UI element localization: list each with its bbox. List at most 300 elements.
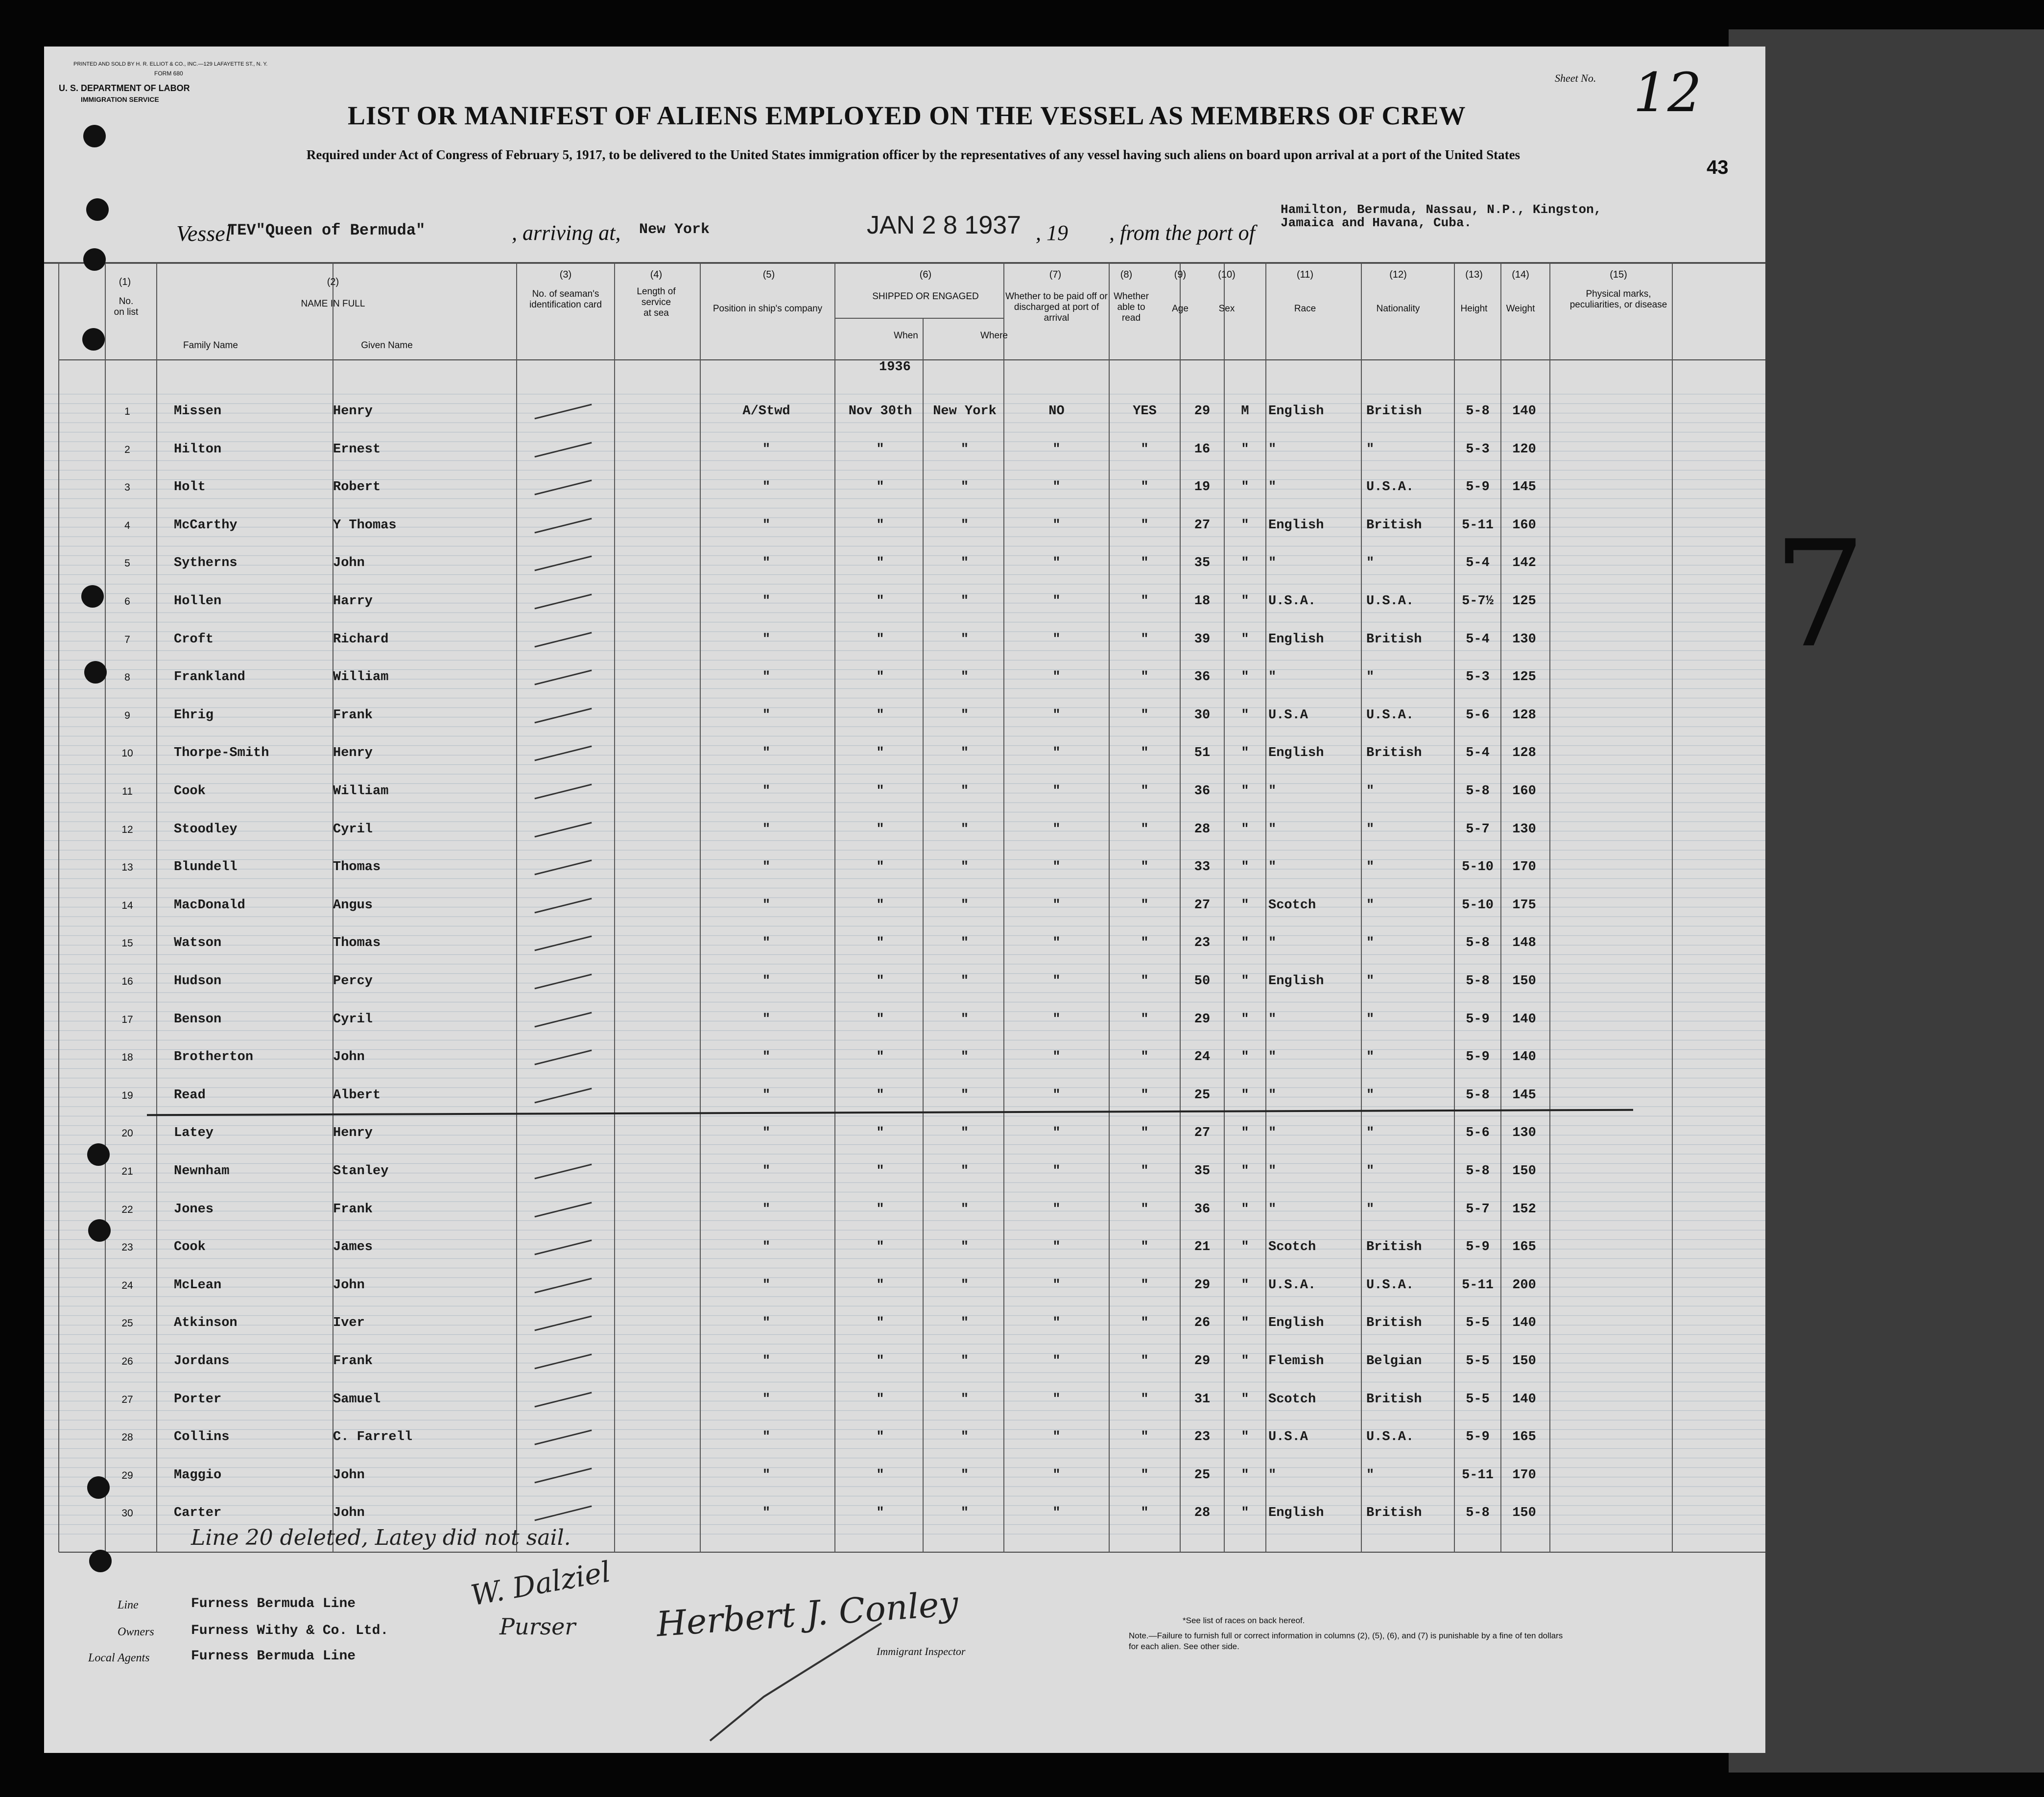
cell-paid-off: " xyxy=(1052,1012,1061,1027)
cell-weight: 200 xyxy=(1512,1277,1536,1293)
cell-given: Angus xyxy=(333,898,373,913)
cell-given: John xyxy=(333,1467,365,1483)
cell-read: " xyxy=(1141,708,1149,723)
line-label: Line xyxy=(118,1599,139,1611)
cell-where: " xyxy=(960,670,969,685)
cell-when: " xyxy=(876,936,884,951)
row-number: 1 xyxy=(124,406,130,417)
row-number: 6 xyxy=(124,596,130,607)
cell-family: Hudson xyxy=(174,974,222,989)
cell-where: " xyxy=(960,1126,969,1141)
cell-height: 5-8 xyxy=(1466,404,1490,419)
cell-sex: " xyxy=(1241,1050,1249,1065)
cell-age: 21 xyxy=(1194,1240,1211,1255)
cell-height: 5-9 xyxy=(1466,1240,1490,1255)
cell-weight: 152 xyxy=(1512,1202,1536,1217)
cell-sex: " xyxy=(1241,708,1249,723)
cell-when: " xyxy=(876,480,884,495)
cell-where: " xyxy=(960,1012,969,1027)
cell-age: 29 xyxy=(1194,404,1211,419)
cell-age: 31 xyxy=(1194,1392,1211,1407)
cell-where: " xyxy=(960,594,969,609)
cell-when: " xyxy=(876,1240,884,1255)
cell-race: U.S.A. xyxy=(1268,594,1316,609)
cell-age: 30 xyxy=(1194,708,1211,723)
cell-paid-off: " xyxy=(1052,480,1061,495)
id-card-tick xyxy=(534,746,592,761)
cell-family: Watson xyxy=(174,936,222,951)
cell-read: " xyxy=(1141,1088,1149,1103)
cell-position: " xyxy=(762,936,771,951)
cell-weight: 140 xyxy=(1512,1392,1536,1407)
col-num-15: (15) xyxy=(1610,269,1627,280)
cell-sex: " xyxy=(1241,632,1249,647)
row-number: 17 xyxy=(121,1014,133,1025)
cell-height: 5-8 xyxy=(1466,936,1490,951)
cell-family: Sytherns xyxy=(174,556,238,571)
cell-paid-off: " xyxy=(1052,784,1061,799)
row-number: 25 xyxy=(121,1318,133,1329)
col-num-7: (7) xyxy=(1049,269,1062,280)
cell-position: " xyxy=(762,1277,771,1293)
cell-paid-off: " xyxy=(1052,632,1061,647)
cell-when: " xyxy=(876,632,884,647)
punch-hole xyxy=(82,328,105,351)
crew-row xyxy=(44,438,1765,476)
cell-race: " xyxy=(1268,1012,1277,1027)
cell-where: " xyxy=(960,442,969,457)
cell-age: 35 xyxy=(1194,556,1211,571)
col-num-8: (8) xyxy=(1120,269,1133,280)
cell-family: Ehrig xyxy=(174,708,214,723)
cell-when: " xyxy=(876,1506,884,1521)
cell-weight: 170 xyxy=(1512,860,1536,875)
cell-height: 5-3 xyxy=(1466,670,1490,685)
cell-given: William xyxy=(333,670,389,685)
cell-given: Thomas xyxy=(333,936,381,951)
id-card-tick xyxy=(534,1316,592,1331)
col-header-paid-off: Whether to be paid off or discharged at port of arrival xyxy=(1005,291,1108,323)
row-number: 5 xyxy=(124,558,130,569)
cell-family: Croft xyxy=(174,632,214,647)
cell-when: " xyxy=(876,1354,884,1369)
cell-when: " xyxy=(876,518,884,533)
cell-when: " xyxy=(876,556,884,571)
row-number: 12 xyxy=(121,824,133,835)
cell-nationality: British xyxy=(1366,1316,1422,1331)
cell-age: 23 xyxy=(1194,936,1211,951)
crew-row xyxy=(44,1236,1765,1274)
col-num-2: (2) xyxy=(327,277,339,287)
cell-family: Stoodley xyxy=(174,822,238,837)
cell-given: John xyxy=(333,1506,365,1521)
col-header-length-service: Length of service at sea xyxy=(637,286,676,318)
cell-height: 5-7½ xyxy=(1462,594,1494,609)
col-header-age: Age xyxy=(1172,304,1188,314)
cell-nationality: British xyxy=(1366,404,1422,419)
cell-weight: 150 xyxy=(1512,974,1536,989)
row-number: 11 xyxy=(122,786,133,797)
cell-nationality: " xyxy=(1366,860,1375,875)
cell-nationality: British xyxy=(1366,1506,1422,1521)
cell-height: 5-4 xyxy=(1466,746,1490,761)
cell-given: Frank xyxy=(333,708,373,723)
cell-nationality: " xyxy=(1366,442,1375,457)
cell-nationality: " xyxy=(1366,974,1375,989)
id-card-tick xyxy=(534,1050,592,1065)
cell-position: " xyxy=(762,518,771,533)
cell-given: John xyxy=(333,556,365,571)
cell-given: Henry xyxy=(333,404,373,419)
line-value: Furness Bermuda Line xyxy=(191,1596,356,1611)
cell-race: English xyxy=(1268,974,1324,989)
cell-family: Maggio xyxy=(174,1467,222,1483)
cell-height: 5-10 xyxy=(1462,898,1494,913)
cell-age: 36 xyxy=(1194,670,1211,685)
year-label: , 19 xyxy=(1036,221,1068,245)
cell-height: 5-7 xyxy=(1466,1202,1490,1217)
crew-row xyxy=(44,1312,1765,1350)
cell-race: " xyxy=(1268,670,1277,685)
cell-sex: " xyxy=(1241,442,1249,457)
cell-given: Iver xyxy=(333,1316,365,1331)
crew-row xyxy=(44,514,1765,552)
col-header-height: Height xyxy=(1460,304,1488,314)
cell-where: " xyxy=(960,974,969,989)
cell-when: " xyxy=(876,670,884,685)
cell-race: English xyxy=(1268,518,1324,533)
cell-age: 36 xyxy=(1194,784,1211,799)
col-num-10: (10) xyxy=(1218,269,1236,280)
cell-sex: " xyxy=(1241,1240,1249,1255)
row-number: 23 xyxy=(121,1242,133,1253)
cell-where: " xyxy=(960,518,969,533)
cell-nationality: U.S.A. xyxy=(1366,708,1414,723)
deletion-note: Line 20 deleted, Latey did not sail. xyxy=(191,1525,571,1550)
cell-position: " xyxy=(762,974,771,989)
crew-row xyxy=(44,1008,1765,1046)
cell-position: " xyxy=(762,670,771,685)
cell-paid-off: " xyxy=(1052,746,1061,761)
cell-when: Nov 30th xyxy=(848,404,912,419)
cell-paid-off: " xyxy=(1052,442,1061,457)
cell-position: " xyxy=(762,442,771,457)
vessel-label: Vessel xyxy=(176,221,232,246)
cell-read: " xyxy=(1141,936,1149,951)
cell-position: " xyxy=(762,1050,771,1065)
col-num-11: (11) xyxy=(1296,269,1314,280)
cell-position: " xyxy=(762,898,771,913)
cell-paid-off: " xyxy=(1052,1354,1061,1369)
cell-given: Henry xyxy=(333,746,373,761)
cell-race: English xyxy=(1268,1506,1324,1521)
cell-nationality: " xyxy=(1366,936,1375,951)
cell-where: " xyxy=(960,1240,969,1255)
cell-when: " xyxy=(876,974,884,989)
cell-read: " xyxy=(1141,1240,1149,1255)
cell-sex: " xyxy=(1241,784,1249,799)
cell-given: James xyxy=(333,1240,373,1255)
row-number: 14 xyxy=(121,899,133,911)
cell-given: C. Farrell xyxy=(333,1430,413,1445)
cell-given: Thomas xyxy=(333,860,381,875)
col-header-given-name: Given Name xyxy=(361,340,413,351)
row-number: 18 xyxy=(121,1052,133,1064)
inspector-label: Immigrant Inspector xyxy=(877,1645,966,1657)
row-number: 3 xyxy=(124,482,130,494)
form-number: FORM 680 xyxy=(154,70,183,77)
cell-paid-off: " xyxy=(1052,1164,1061,1179)
cell-read: " xyxy=(1141,898,1149,913)
cell-weight: 170 xyxy=(1512,1467,1536,1483)
cell-family: Newnham xyxy=(174,1164,230,1179)
cell-family: Hilton xyxy=(174,442,222,457)
cell-paid-off: " xyxy=(1052,1050,1061,1065)
col-header-when: When xyxy=(894,331,918,341)
col-header-family-name: Family Name xyxy=(183,340,238,351)
cell-where: " xyxy=(960,860,969,875)
cell-position: " xyxy=(762,480,771,495)
cell-weight: 148 xyxy=(1512,936,1536,951)
cell-height: 5-8 xyxy=(1466,1088,1490,1103)
cell-weight: 165 xyxy=(1512,1430,1536,1445)
cell-age: 28 xyxy=(1194,822,1211,837)
cell-position: " xyxy=(762,784,771,799)
id-card-tick xyxy=(534,404,592,420)
cell-weight: 140 xyxy=(1512,1050,1536,1065)
cell-family: McCarthy xyxy=(174,518,238,533)
col-num-4: (4) xyxy=(650,269,663,280)
cell-race: English xyxy=(1268,1316,1324,1331)
cell-read: " xyxy=(1141,974,1149,989)
cell-paid-off: " xyxy=(1052,708,1061,723)
cell-read: " xyxy=(1141,1164,1149,1179)
cell-weight: 150 xyxy=(1512,1354,1536,1369)
cell-read: " xyxy=(1141,1316,1149,1331)
penalty-note: Note.—Failure to furnish full or correct information in columns (2), (5), (6), and (7) is punishable by a fine of ten dollars for each alien. See other side. xyxy=(1129,1631,1563,1651)
cell-race: English xyxy=(1268,746,1324,761)
owners-value: Furness Withy & Co. Ltd. xyxy=(191,1623,389,1638)
cell-race: Flemish xyxy=(1268,1354,1324,1369)
cell-when: " xyxy=(876,746,884,761)
cell-read: " xyxy=(1141,784,1149,799)
cell-where: New York xyxy=(933,404,997,419)
from-port-label: , from the port of xyxy=(1109,221,1255,245)
cell-race: " xyxy=(1268,556,1277,571)
col-num-14: (14) xyxy=(1512,269,1529,280)
cell-position: " xyxy=(762,822,771,837)
cell-family: McLean xyxy=(174,1277,222,1293)
cell-when: " xyxy=(876,442,884,457)
cell-weight: 128 xyxy=(1512,746,1536,761)
cell-position: " xyxy=(762,556,771,571)
cell-position: " xyxy=(762,746,771,761)
cell-height: 5-11 xyxy=(1462,1277,1494,1293)
cell-family: Cook xyxy=(174,1240,206,1255)
id-card-tick xyxy=(534,1088,592,1103)
cell-read: " xyxy=(1141,632,1149,647)
cell-family: Read xyxy=(174,1088,206,1103)
crew-row xyxy=(44,1198,1765,1236)
cell-read: " xyxy=(1141,746,1149,761)
crew-row xyxy=(44,1160,1765,1198)
cell-position: " xyxy=(762,1316,771,1331)
cell-weight: 145 xyxy=(1512,480,1536,495)
cell-when: " xyxy=(876,708,884,723)
cell-given: Stanley xyxy=(333,1164,389,1179)
cell-sex: " xyxy=(1241,1164,1249,1179)
cell-race: U.S.A. xyxy=(1268,1277,1316,1293)
cell-nationality: U.S.A. xyxy=(1366,1430,1414,1445)
cell-when: " xyxy=(876,1126,884,1141)
cell-where: " xyxy=(960,1316,969,1331)
cell-given: Frank xyxy=(333,1354,373,1369)
cell-race: " xyxy=(1268,1126,1277,1141)
cell-paid-off: " xyxy=(1052,822,1061,837)
owners-label: Owners xyxy=(118,1626,154,1638)
departure-ports-line2: Jamaica and Havana, Cuba. xyxy=(1281,215,1472,230)
cell-sex: " xyxy=(1241,1277,1249,1293)
underlying-page xyxy=(1729,29,2044,1773)
cell-paid-off: " xyxy=(1052,936,1061,951)
cell-read: " xyxy=(1141,1354,1149,1369)
cell-paid-off: " xyxy=(1052,556,1061,571)
cell-age: 28 xyxy=(1194,1506,1211,1521)
cell-height: 5-8 xyxy=(1466,784,1490,799)
cell-race: U.S.A xyxy=(1268,708,1308,723)
cell-paid-off: " xyxy=(1052,1467,1061,1483)
cell-race: " xyxy=(1268,860,1277,875)
id-card-tick xyxy=(534,518,592,533)
cell-sex: " xyxy=(1241,746,1249,761)
cell-race: " xyxy=(1268,784,1277,799)
punch-hole xyxy=(83,125,106,147)
col-header-shipped: SHIPPED OR ENGAGED xyxy=(872,291,979,302)
col-num-1: (1) xyxy=(119,277,131,287)
cell-paid-off: " xyxy=(1052,860,1061,875)
crew-row xyxy=(44,780,1765,818)
cell-family: Collins xyxy=(174,1430,230,1445)
row-number: 9 xyxy=(124,709,130,721)
cell-when: " xyxy=(876,1088,884,1103)
cell-when: " xyxy=(876,1164,884,1179)
cell-position: " xyxy=(762,1354,771,1369)
arriving-port: New York xyxy=(639,221,710,238)
cell-paid-off: " xyxy=(1052,518,1061,533)
cell-paid-off: " xyxy=(1052,1126,1061,1141)
cell-age: 51 xyxy=(1194,746,1211,761)
cell-height: 5-4 xyxy=(1466,556,1490,571)
cell-given: Albert xyxy=(333,1088,381,1103)
id-card-tick xyxy=(534,1354,592,1370)
cell-sex: " xyxy=(1241,518,1249,533)
cell-given: John xyxy=(333,1277,365,1293)
cell-age: 39 xyxy=(1194,632,1211,647)
cell-weight: 150 xyxy=(1512,1506,1536,1521)
cell-nationality: U.S.A. xyxy=(1366,594,1414,609)
cell-age: 16 xyxy=(1194,442,1211,457)
row-number: 22 xyxy=(121,1204,133,1215)
cell-where: " xyxy=(960,1506,969,1521)
crew-row xyxy=(44,628,1765,666)
col-header-weight: Weight xyxy=(1506,304,1535,314)
purser-title: Purser xyxy=(499,1613,576,1640)
cell-where: " xyxy=(960,1202,969,1217)
punch-hole xyxy=(89,1550,112,1572)
service-label: IMMIGRATION SERVICE xyxy=(81,95,159,103)
cell-age: 29 xyxy=(1194,1354,1211,1369)
id-card-tick xyxy=(534,1392,592,1407)
cell-race: " xyxy=(1268,442,1277,457)
crew-row xyxy=(44,400,1765,438)
cell-where: " xyxy=(960,1050,969,1065)
row-number: 27 xyxy=(121,1394,133,1405)
cell-race: " xyxy=(1268,480,1277,495)
corner-number: 43 xyxy=(1707,157,1729,178)
cell-where: " xyxy=(960,708,969,723)
agents-label: Local Agents xyxy=(88,1652,150,1664)
cell-race: U.S.A xyxy=(1268,1430,1308,1445)
agents-value: Furness Bermuda Line xyxy=(191,1649,356,1664)
id-card-tick xyxy=(534,1467,592,1483)
cell-nationality: British xyxy=(1366,632,1422,647)
cell-position: " xyxy=(762,1202,771,1217)
cell-height: 5-8 xyxy=(1466,1164,1490,1179)
col-header-race: Race xyxy=(1294,304,1316,314)
crew-row xyxy=(44,970,1765,1008)
id-card-tick xyxy=(534,1506,592,1521)
cell-read: " xyxy=(1141,1202,1149,1217)
crew-row xyxy=(44,742,1765,780)
cell-read: " xyxy=(1141,518,1149,533)
cell-family: Hollen xyxy=(174,594,222,609)
crew-row xyxy=(44,590,1765,628)
crew-row xyxy=(44,1426,1765,1464)
cell-when: " xyxy=(876,1430,884,1445)
cell-paid-off: " xyxy=(1052,594,1061,609)
cell-nationality: British xyxy=(1366,1240,1422,1255)
cell-position: " xyxy=(762,1506,771,1521)
col-num-6: (6) xyxy=(919,269,932,280)
cell-age: 27 xyxy=(1194,1126,1211,1141)
row-number: 19 xyxy=(121,1089,133,1101)
cell-where: " xyxy=(960,1088,969,1103)
cell-when: " xyxy=(876,1392,884,1407)
cell-position: " xyxy=(762,1164,771,1179)
cell-weight: 125 xyxy=(1512,594,1536,609)
col-header-physical-marks: Physical marks, peculiarities, or disease xyxy=(1569,289,1667,310)
cell-paid-off: " xyxy=(1052,974,1061,989)
cell-where: " xyxy=(960,1392,969,1407)
cell-where: " xyxy=(960,1354,969,1369)
cell-weight: 140 xyxy=(1512,1012,1536,1027)
cell-sex: " xyxy=(1241,1430,1249,1445)
cell-age: 23 xyxy=(1194,1430,1211,1445)
crew-row xyxy=(44,666,1765,704)
cell-when: " xyxy=(876,594,884,609)
cell-family: Latey xyxy=(174,1126,214,1141)
cell-given: Harry xyxy=(333,594,373,609)
cell-age: 19 xyxy=(1194,480,1211,495)
cell-position: " xyxy=(762,594,771,609)
crew-row xyxy=(44,1084,1765,1122)
cell-nationality: Belgian xyxy=(1366,1354,1422,1369)
cell-sex: " xyxy=(1241,594,1249,609)
col-header-id-card: No. of seaman's identification card xyxy=(529,289,602,310)
cell-weight: 142 xyxy=(1512,556,1536,571)
year-1936: 1936 xyxy=(879,360,911,375)
cell-where: " xyxy=(960,784,969,799)
